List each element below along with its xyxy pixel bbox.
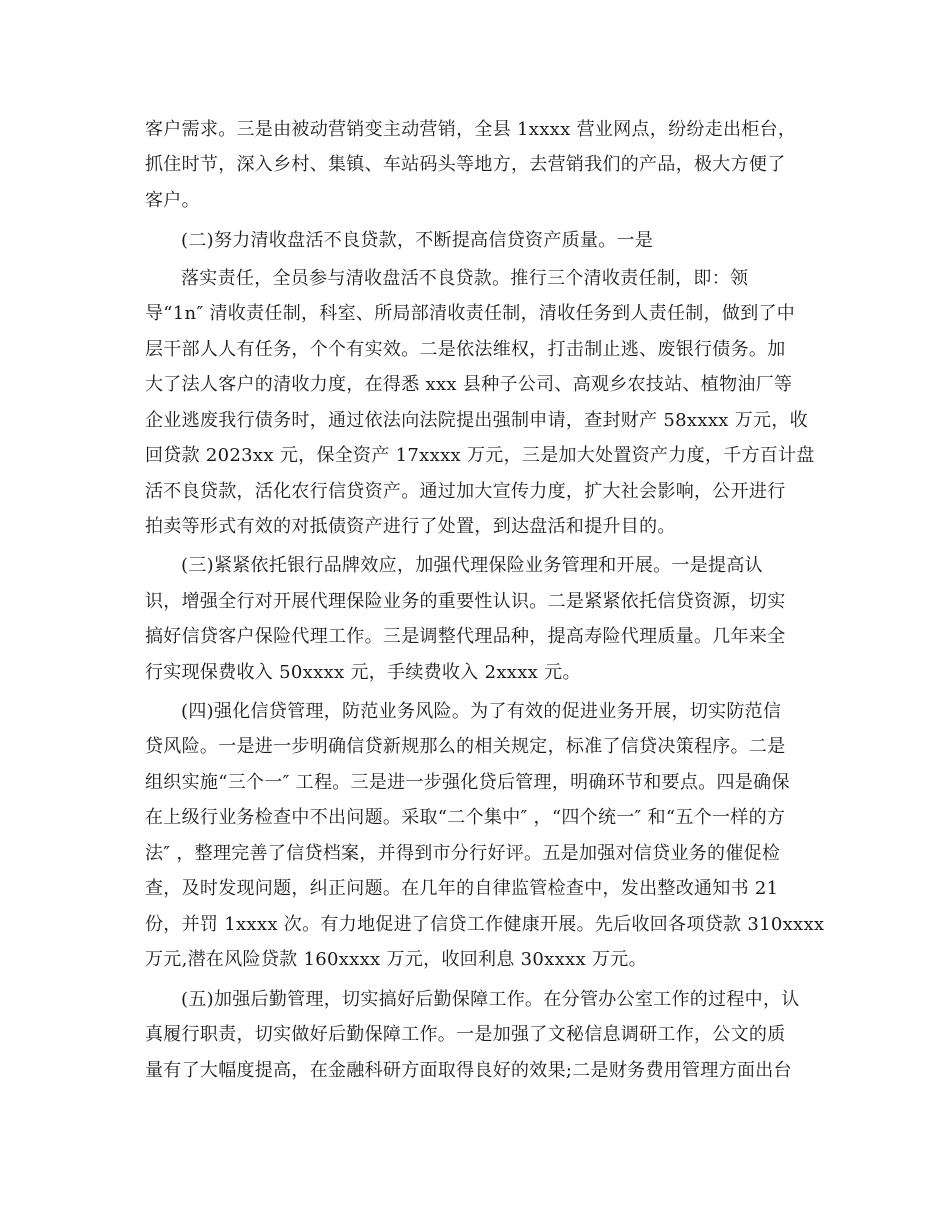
text-line: 客户。: [145, 190, 200, 211]
text-line: 回贷款 2023xx 元，保全资产 17xxxx 万元，三是加大处置资产力度，千方百计盘: [145, 445, 815, 466]
text-line: 行实现保费收入 50xxxx 元，手续费收入 2xxxx 元。: [145, 662, 581, 683]
text-line: 拍卖等形式有效的对抵债资产进行了处置，到达盘活和提升目的。: [145, 516, 676, 537]
text-line: 企业逃废我行债务时，通过依法向法院提出强制申请，查封财产 58xxxx 万元，收: [145, 410, 808, 431]
text-line: 导“1n″ 清收责任制，科室、所局部清收责任制，清收任务到人责任制，做到了中: [145, 303, 796, 324]
text-line: 活不良贷款，活化农行信贷资产。通过加大宣传力度，扩大社会影响，公开进行: [145, 481, 786, 502]
text-line: 量有了大幅度提高，在金融科研方面取得良好的效果;二是财务费用管理方面出台: [145, 1060, 792, 1081]
text-line: 层干部人人有任务，个个有实效。二是依法维权，打击制止逃、废银行债务。加: [145, 339, 786, 360]
text-line: 客户需求。三是由被动营销变主动营销，全县 1xxxx 营业网点，纷纷走出柜台，: [145, 119, 797, 140]
text-line: 万元,潜在风险贷款 160xxxx 万元，收回利息 30xxxx 万元。: [145, 949, 647, 970]
text-line: 大了法人客户的清收力度，在得悉 xxx 县种子公司、高观乡农技站、植物油厂等: [145, 374, 793, 395]
section-heading-line: (五)加强后勤管理，切实搞好后勤保障工作。在分管办公室工作的过程中，认: [181, 989, 800, 1010]
text-line: 查，及时发现问题，纠正问题。在几年的自律监管检查中，发出整改通知书 21: [145, 878, 779, 899]
text-line: 法″ ，整理完善了信贷档案，并得到市分行好评。五是加强对信贷业务的催促检: [145, 843, 781, 864]
text-line: 落实责任，全员参与清收盘活不良贷款。推行三个清收责任制，即：领: [181, 268, 749, 289]
text-line: 贷风险。一是进一步明确信贷新规那么的相关规定，标准了信贷决策程序。二是: [145, 736, 786, 757]
section-heading-line: (三)紧紧依托银行品牌效应，加强代理保险业务管理和开展。一是提高认: [181, 555, 763, 576]
text-line: 组织实施“三个一″ 工程。三是进一步强化贷后管理，明确环节和要点。四是确保: [145, 772, 790, 793]
section-heading-line: (四)强化信贷管理，防范业务风险。为了有效的促进业务开展，切实防范信: [181, 701, 782, 722]
text-line: 搞好信贷客户保险代理工作。三是调整代理品种，提高寿险代理质量。几年来全: [145, 626, 786, 647]
section-heading-line: (二)努力清收盘活不良贷款，不断提高信贷资产质量。一是: [181, 230, 654, 251]
text-line: 份，并罚 1xxxx 次。有力地促进了信贷工作健康开展。先后收回各项贷款 310xxxx: [145, 914, 825, 935]
text-line: 真履行职责，切实做好后勤保障工作。一是加强了文秘信息调研工作，公文的质: [145, 1024, 786, 1045]
text-line: 在上级行业务检查中不出问题。采取“二个集中″ ，“四个统一″ 和“五个一样的方: [145, 807, 786, 828]
text-line: 识，增强全行对开展代理保险业务的重要性认识。二是紧紧依托信贷资源，切实: [145, 591, 786, 612]
text-line: 抓住时节，深入乡村、集镇、车站码头等地方，去营销我们的产品，极大方便了: [145, 154, 786, 175]
